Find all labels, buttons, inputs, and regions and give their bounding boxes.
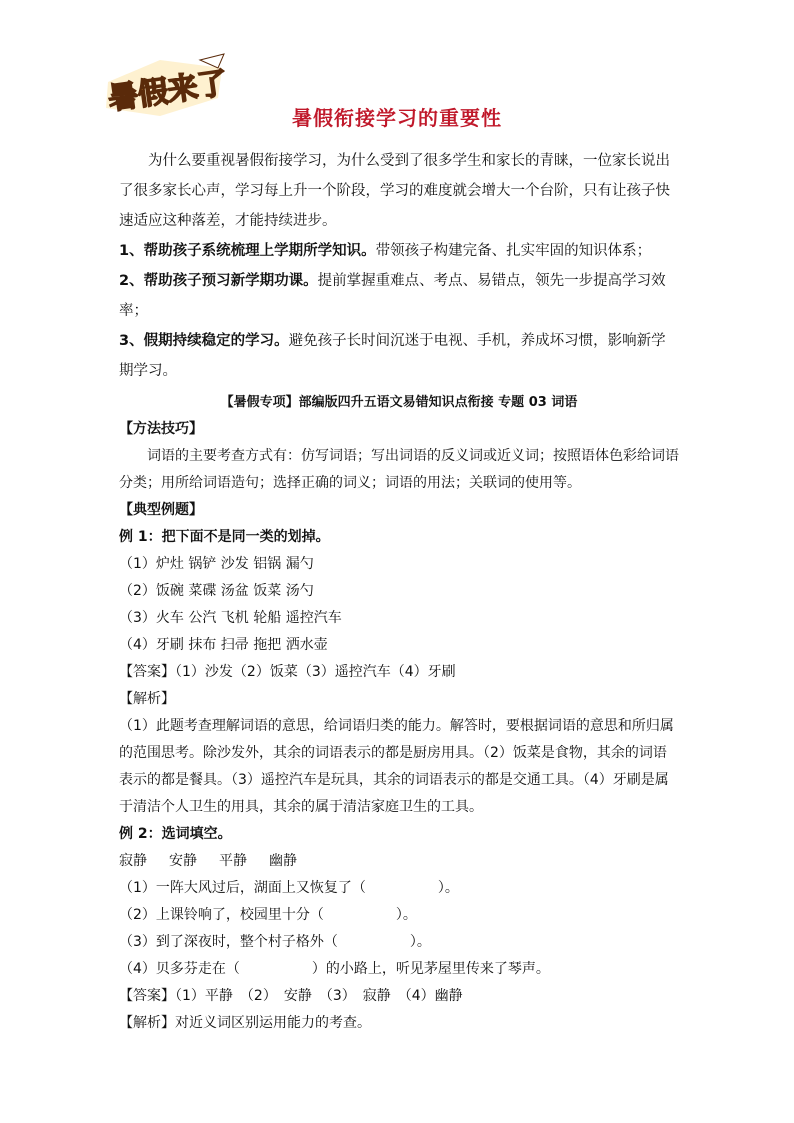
example-1-item: （4）牙刷 抹布 扫帚 拖把 洒水壶 (119, 637, 328, 653)
word-option: 寂静 (119, 853, 147, 869)
document-body (119, 146, 679, 1037)
example-1-title: 例 1：把下面不是同一类的划掉。 (119, 529, 330, 545)
intro-paragraph: 为什么要重视暑假衔接学习，为什么受到了很多学生和家长的青睐，一位家长说出了很多家长心声，学习每上升一个阶段，学习的难度就会增大一个台阶，只有让孩子快速适应这种落差，才能持续进步。 (119, 153, 670, 229)
page-title: 暑假衔接学习的重要性 (292, 106, 502, 130)
example-1-analysis-heading: 【解析】 (119, 691, 175, 707)
example-1-analysis: （1）此题考查理解词语的意思，给词语归类的能力。解答时，要根据词语的意思和所归属的范围思考。除沙发外，其余的词语表示的都是厨房用具。（2）饭菜是食物，其余的词语表示的都是餐具。（3）遥控汽车是玩具，其余的词语表示的都是交通工具。（4）牙刷是属于清洁个人卫生的用具，其余的属于清洁家庭卫生的工具。 (119, 718, 674, 815)
point-1: 1、帮助孩子系统梳理上学期所学知识。带领孩子构建完备、扎实牢固的知识体系； (119, 243, 652, 259)
method-text: 词语的主要考查方式有：仿写词语；写出词语的反义词或近义词；按照语体色彩给词语分类；用所给词语造句；选择正确的词义；词语的用法；关联词的使用等。 (119, 448, 679, 491)
example-1-item: （2）饭碗 菜碟 汤盆 饭菜 汤勺 (119, 583, 314, 599)
example-2-item: （1）一阵大风过后，湖面上又恢复了（ ）。 (119, 880, 459, 896)
point-2: 2、帮助孩子预习新学期功课。提前掌握重难点、考点、易错点，领先一步提高学习效率； (119, 273, 666, 319)
example-2-item: （2）上课铃响了，校园里十分（ ）。 (119, 907, 417, 923)
word-option: 安静 (169, 853, 197, 869)
topic-heading: 【暑假专项】部编版四升五语文易错知识点衔接 专题 03 词语 (220, 395, 578, 410)
example-1-item: （1）炉灶 锅铲 沙发 铝锅 漏勺 (119, 556, 314, 572)
examples-heading: 【典型例题】 (119, 502, 203, 518)
example-2-analysis: 【解析】对近义词区别运用能力的考查。 (119, 1015, 371, 1031)
example-2-answer: 【答案】（1）平静 （2） 安静 （3） 寂静 （4）幽静 (119, 988, 463, 1004)
example-2-word-bank (119, 848, 679, 875)
word-option: 平静 (219, 853, 247, 869)
word-option: 幽静 (269, 853, 297, 869)
example-1-answer: 【答案】（1）沙发（2）饭菜（3）遥控汽车（4）牙刷 (119, 664, 456, 680)
example-2-item: （4）贝多芬走在（ ）的小路上，听见茅屋里传来了琴声。 (119, 961, 550, 977)
logo-text: 暑假来了 (106, 65, 230, 118)
example-2-title: 例 2：选词填空。 (119, 826, 232, 842)
example-1-item: （3）火车 公汽 飞机 轮船 遥控汽车 (119, 610, 342, 626)
method-heading: 【方法技巧】 (119, 421, 203, 437)
point-3: 3、假期持续稳定的学习。避免孩子长时间沉迷于电视、手机，养成坏习惯，影响新学期学习。 (119, 333, 666, 379)
example-2-item: （3）到了深夜时，整个村子格外（ ）。 (119, 934, 431, 950)
